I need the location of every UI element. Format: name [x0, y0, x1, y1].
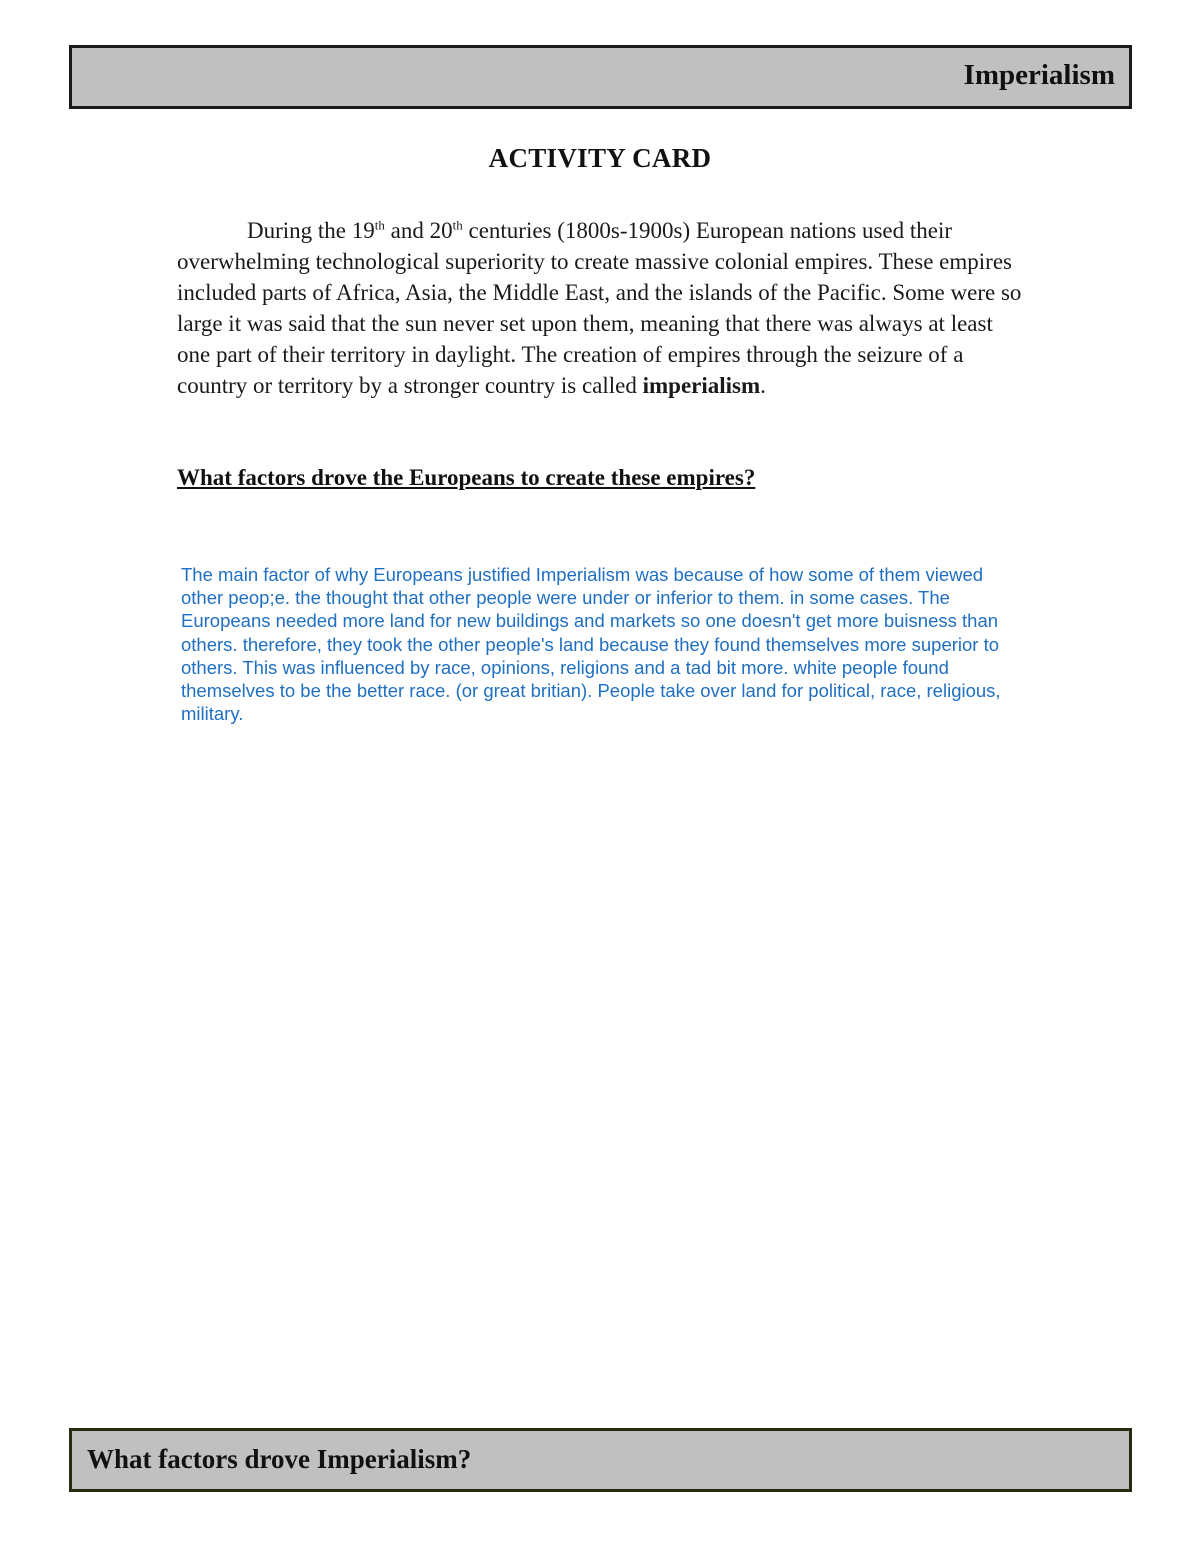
header-title: Imperialism [963, 59, 1115, 91]
intro-sup-2: th [452, 217, 463, 233]
card-title: ACTIVITY CARD [488, 143, 712, 173]
question-heading: What factors drove the Europeans to create these empires? [177, 465, 756, 490]
intro-paragraph [177, 215, 1027, 401]
intro-text-3: centuries (1800s-1900s) European nations used their overwhelming technological superiority to create massive colonial empires. These empires included parts of Africa, Asia, the Middle East, and the islands of the Pacific. Some were so large it was said that the sun never set upon them, meaning that there was always at least one part of their territory in daylight. The creation of empires through the seizure of a country or territory by a stronger country is called [177, 218, 1022, 398]
header-bar [69, 45, 1132, 109]
intro-text-2: and 20 [384, 218, 453, 243]
footer-title: What factors drove Imperialism? [87, 1444, 472, 1474]
intro-term: imperialism [642, 373, 761, 398]
answer-text[interactable]: The main factor of why Europeans justified Imperialism was because of how some of them viewed other peop;e. the thought that other people were under or inferior to them. in some cases. The Europeans needed more land for new buildings and markets so one doesn't get more buisness than others. therefore, they took the other people's land because they found themselves more superior to others. This was influenced by race, opinions, religions and a tad bit more. white people found themselves to be the better race. (or great britian). People take over land for political, race, religious, military. [181, 564, 1001, 725]
intro-sup-1: th [374, 217, 385, 233]
footer-bar [69, 1428, 1132, 1492]
intro-text-1: During the 19 [247, 218, 375, 243]
intro-end: . [760, 373, 766, 398]
